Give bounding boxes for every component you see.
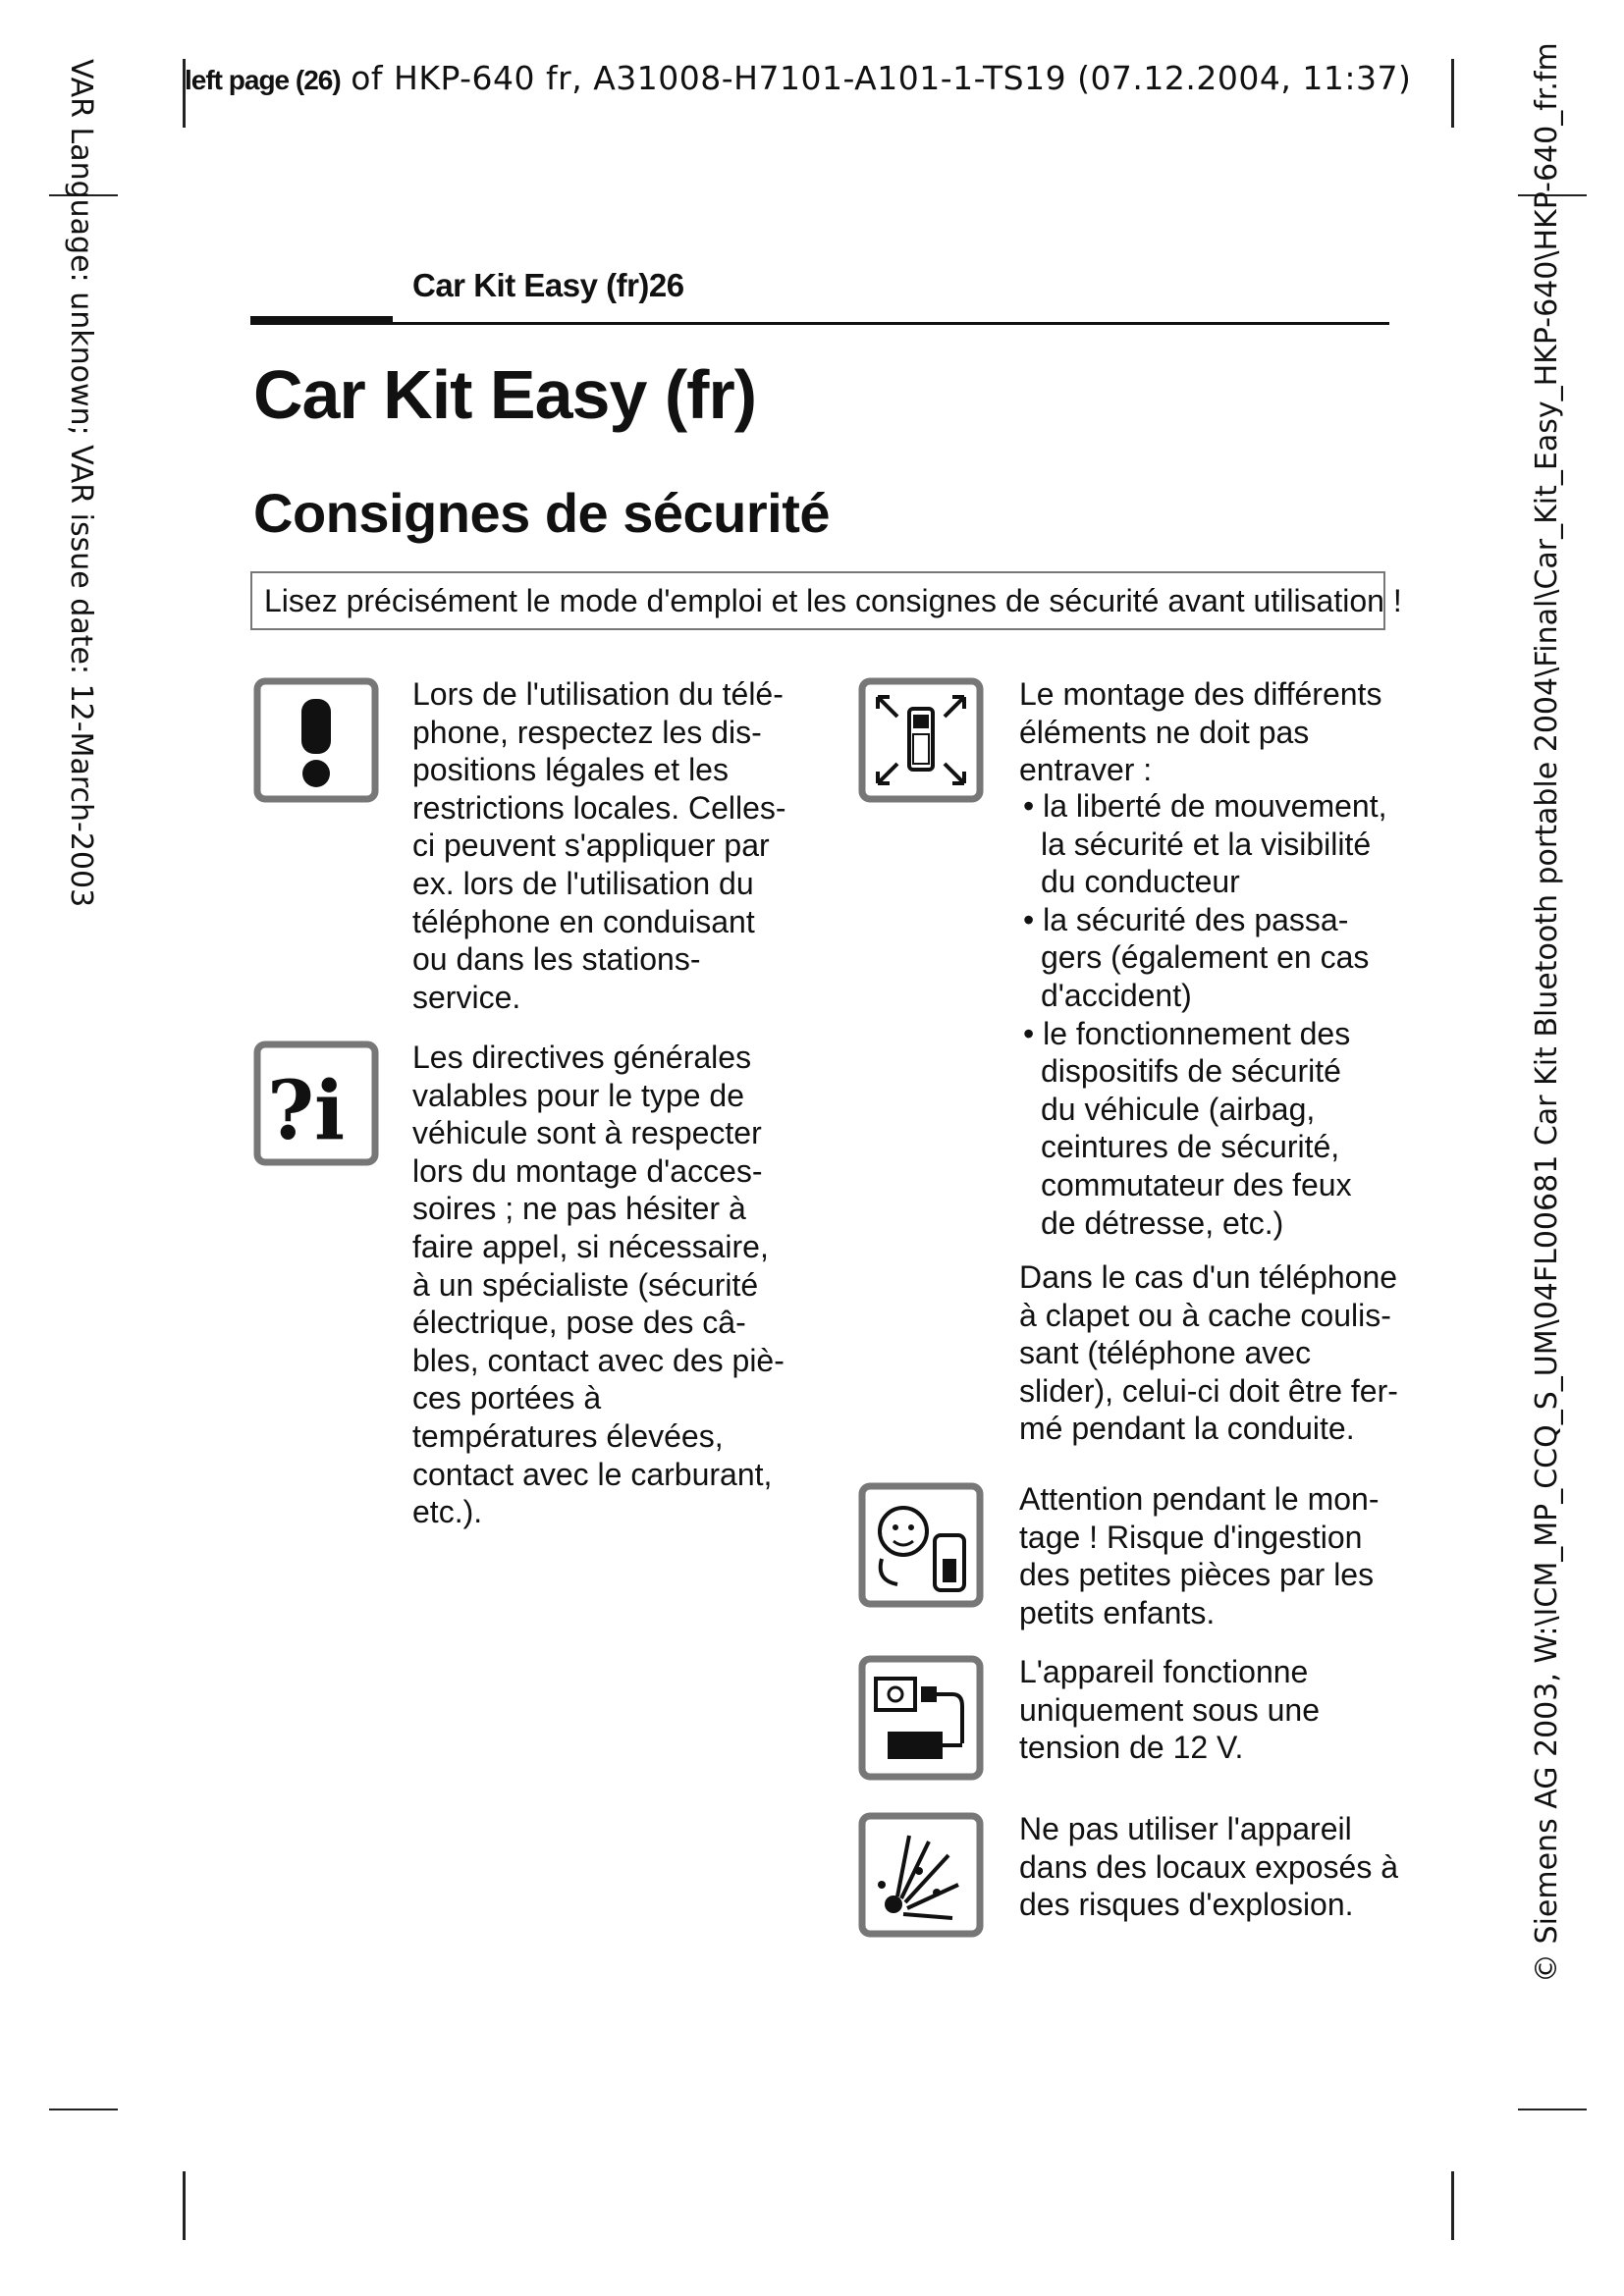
list-item: • la liberté de mouvement, la sécurité et la visibilité du conducteur [1019, 787, 1412, 901]
list-item: • la sécurité des passa- gers (également en cas d'accident) [1019, 901, 1412, 1015]
crop-mark [1518, 2109, 1587, 2110]
crop-mark [183, 2171, 186, 2240]
side-note-right: © Siemens AG 2003, W:\ICM_MP_CCQ_S_UM\04FL00681 Car Kit Bluetooth portable 2004\Final\Car_Kit_Easy_HKP-640\HKP-640_fr.fm [1530, 42, 1564, 1983]
crop-mark [49, 2109, 118, 2110]
safety-text: Les directives générales valables pour le type de véhicule sont à respecter lors du montage d'acces- soires ; ne pas hésiter à faire appel, si nécessaire, à un spécialiste (sécurité électrique, pose des câ- bles, contact avec des piè- ces portées à températures élevées, contact avec le carburant, etc.). [412, 1040, 785, 1530]
crop-mark [1451, 2171, 1454, 2240]
mounting-intro: Le montage des différents éléments ne doit pas entraver : [1019, 676, 1382, 788]
file-info: of HKP-640 fr, A31008-H7101-A101-1-TS19 (07.12.2004, 11:37) [351, 59, 1412, 97]
exclamation-icon [253, 677, 379, 803]
svg-text:?i: ?i [267, 1064, 346, 1158]
mounting-after: Dans le cas d'un téléphone à clapet ou à cache coulis- sant (téléphone avec slider), celui-ci doit être fer- mé pendant la conduite. [1019, 1259, 1398, 1447]
page-label: left page (26) [185, 65, 341, 95]
safety-text: Attention pendant le mon- tage ! Risque d'ingestion des petites pièces par les petits enfants. [1019, 1481, 1380, 1630]
power-supply-icon [858, 1655, 984, 1781]
page-title: Car Kit Easy (fr) [253, 356, 757, 433]
mounting-bullet-list [1019, 787, 1412, 1242]
crop-mark [1451, 59, 1454, 128]
info-icon [253, 1041, 379, 1166]
phone-mount-icon [858, 677, 984, 803]
safety-text: Ne pas utiliser l'appareil dans des locaux exposés à des risques d'explosion. [1019, 1811, 1399, 1923]
list-item: • le fonctionnement des dispositifs de sécurité du véhicule (airbag, ceintures de sécurité, commutateur des feux de détresse, etc.) [1019, 1015, 1412, 1243]
running-head: Car Kit Easy (fr)26 [412, 267, 684, 303]
header-rule [250, 322, 1389, 325]
side-note-left: VAR Language: unknown; VAR issue date: 12-March-2003 [64, 59, 98, 908]
child-hazard-icon [858, 1482, 984, 1608]
print-header [185, 57, 1411, 98]
safety-text: Lors de l'utilisation du télé- phone, respectez les dis- positions légales et les restrictions locales. Celles- ci peuvent s'appliquer par ex. lors de l'utilisation du téléphone en conduisant ou dans les stations- service. [412, 676, 786, 1015]
safety-text: L'appareil fonctionne uniquement sous une tension de 12 V. [1019, 1654, 1320, 1766]
notice-box: Lisez précisément le mode d'emploi et les consignes de sécurité avant utilisation ! [250, 571, 1385, 630]
section-title: Consignes de sécurité [253, 482, 831, 544]
explosion-icon [858, 1812, 984, 1938]
